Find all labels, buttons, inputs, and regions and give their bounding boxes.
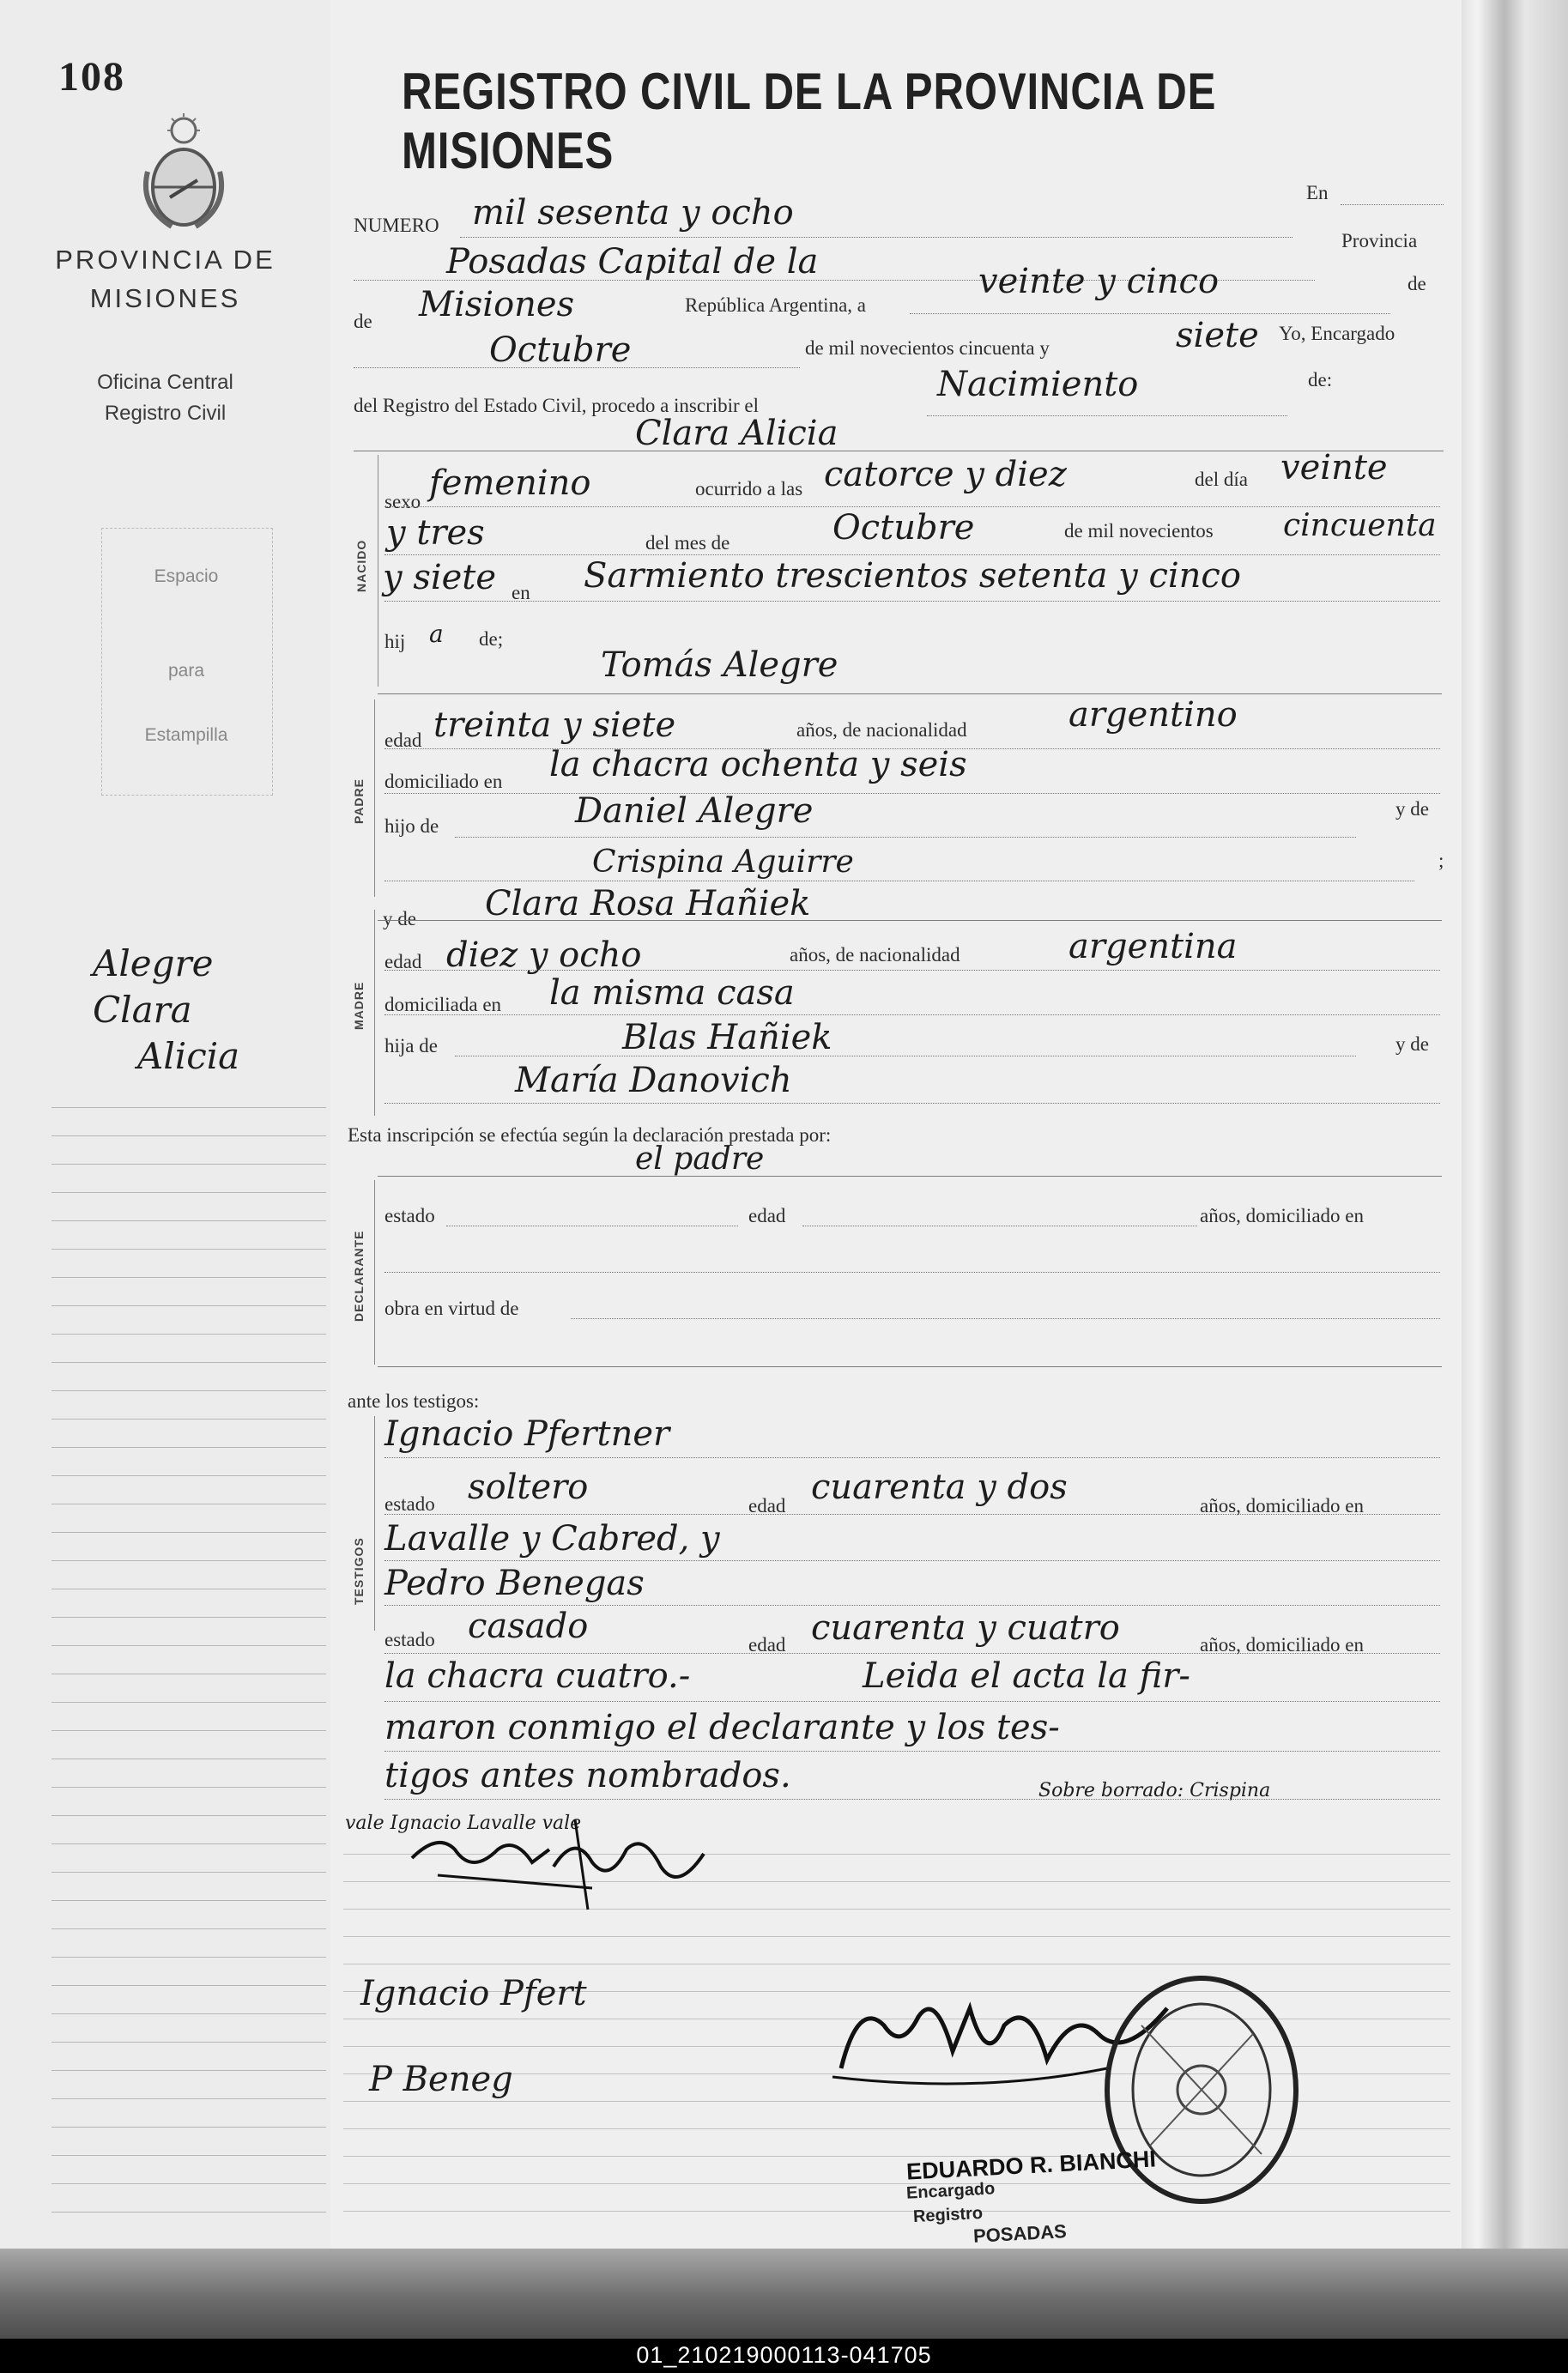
stamp-space-label: para: [167, 661, 205, 681]
madre-nacionalidad: argentina: [1069, 927, 1238, 966]
ruled-line: [51, 1362, 326, 1363]
mes-nac-value: Octubre: [832, 508, 975, 548]
testigo1-estado-label: estado: [384, 1493, 435, 1515]
ruled-line: [51, 1135, 326, 1136]
numero-label: NUMERO: [354, 215, 439, 236]
madre-edad-label: edad: [384, 951, 422, 972]
testigo2-domicilio: la chacra cuatro.-: [384, 1656, 691, 1696]
yo-label: Yo, Encargado: [1279, 323, 1395, 344]
testigo1-edad: cuarenta y dos: [811, 1468, 1068, 1507]
bottom-shadow: [0, 2249, 1568, 2339]
anio-nac-value: cincuenta: [1283, 508, 1437, 543]
fill-line: [384, 970, 1440, 971]
padre-domicilio-label: domiciliado en: [384, 771, 503, 792]
ruled-line: [343, 1936, 1450, 1937]
testigo2-domicilio-label: años, domiciliado en: [1200, 1634, 1364, 1656]
madre-domicilio: la misma casa: [549, 973, 795, 1013]
testigo1-estado: soltero: [468, 1468, 589, 1507]
mil-nov-label: de mil novecientos: [1064, 520, 1214, 542]
republica-label: República Argentina, a: [685, 294, 866, 316]
section-divider: [374, 1180, 375, 1365]
y-de3-label: y de: [1395, 1033, 1429, 1055]
provincia-label: Provincia: [1341, 230, 1418, 251]
margin-note-name2: Alicia: [137, 1035, 240, 1077]
padre-domicilio: la chacra ochenta y seis: [549, 745, 967, 784]
ruled-line: [51, 1815, 326, 1816]
hij-de-label: de;: [479, 628, 504, 650]
anios-domicilio-label: años, domiciliado en: [1200, 1205, 1364, 1226]
fill-line: [384, 601, 1440, 602]
edad-label: edad: [748, 1205, 786, 1226]
fill-line: [354, 367, 800, 368]
hij-label: hij: [384, 631, 406, 652]
ruled-line: [51, 2155, 326, 2156]
testigo2-edad: cuarenta y cuatro: [811, 1608, 1120, 1648]
dia-nac-value-cont: y tres: [386, 513, 485, 553]
ruled-line: [51, 1419, 326, 1420]
closing-line-3: tigos antes nombrados.: [384, 1756, 791, 1795]
madre-nacionalidad-label: años, de nacionalidad: [790, 944, 960, 966]
fill-line: [460, 237, 1293, 238]
fill-line: [384, 1605, 1440, 1606]
testigo2-estado: casado: [468, 1607, 589, 1646]
stamp-role: Encargado: [905, 2179, 996, 2203]
ruled-line: [51, 1277, 326, 1278]
ruled-line: [51, 1730, 326, 1731]
del-dia-label: del día: [1195, 469, 1248, 490]
document-title: REGISTRO CIVIL DE LA PROVINCIA DE MISIONES: [402, 63, 1217, 179]
fill-line: [384, 554, 1440, 555]
stamp-city: POSADAS: [972, 2220, 1068, 2247]
father-signature: [403, 1815, 730, 1918]
ruled-line: [51, 1928, 326, 1929]
madre-padre: Blas Hañiek: [622, 1018, 832, 1057]
ruled-line: [51, 2013, 326, 2014]
madre-edad: diez y ocho: [446, 935, 642, 975]
official-seal-icon: [1090, 1974, 1305, 2223]
ruled-line: [51, 1702, 326, 1703]
closing-line-2: maron conmigo el declarante y los tes-: [384, 1708, 1060, 1747]
ruled-line: [51, 2212, 326, 2213]
ruled-line: [51, 1220, 326, 1221]
estado-label: estado: [384, 1205, 435, 1226]
fill-line: [384, 1560, 1440, 1561]
fill-line: [455, 837, 1356, 838]
en-value: Posadas Capital de la: [446, 242, 819, 281]
fill-line: [927, 415, 1287, 416]
en-label: En: [1306, 182, 1329, 203]
stamp-space-label: Espacio: [154, 566, 219, 586]
fill-line: [1341, 204, 1444, 205]
fill-line: [384, 1653, 1440, 1654]
declarante-section-label: DECLARANTE: [352, 1230, 366, 1322]
testigo1-domicilio: Lavalle y Cabred, y: [384, 1519, 720, 1559]
ruled-line: [51, 1532, 326, 1533]
ruled-line: [51, 1843, 326, 1844]
fill-line: [384, 1514, 1440, 1515]
section-rule: [378, 1176, 1442, 1177]
y-de-label: y de: [1395, 798, 1429, 820]
coat-of-arms-icon: [137, 112, 230, 233]
ruled-line: [51, 1617, 326, 1618]
section-rule: [378, 920, 1442, 921]
testigo2-edad-label: edad: [748, 1634, 786, 1656]
y-de2-label: y de: [383, 908, 416, 929]
office-line1: Oficina Central: [97, 371, 233, 394]
hija-de-label: hija de: [384, 1035, 438, 1056]
page-edge: [1462, 0, 1568, 2249]
testigo2-estado-label: estado: [384, 1629, 435, 1650]
numero-value: mil sesenta y ocho: [472, 193, 794, 233]
madre-section-label: MADRE: [352, 981, 366, 1030]
ruled-line: [51, 1334, 326, 1335]
testigo1-domicilio-label: años, domiciliado en: [1200, 1495, 1364, 1516]
del-mes-label: del mes de: [645, 532, 730, 554]
madre-nombre: Clara Rosa Hañiek: [485, 884, 811, 923]
padre-padre: Daniel Alegre: [575, 791, 814, 831]
ruled-line: [51, 1390, 326, 1391]
office-line2: Registro Civil: [104, 402, 227, 425]
file-caption: 01_210219000113-041705: [636, 2342, 932, 2368]
section-divider: [374, 699, 375, 897]
inscripcion-label: Esta inscripción se efectúa según la declaración prestada por:: [348, 1124, 832, 1146]
anio-nac-value-cont: y siete: [383, 558, 497, 597]
margin-note-name: Clara: [93, 989, 192, 1031]
ruled-line: [51, 1645, 326, 1646]
hora-value: catorce y diez: [824, 455, 1067, 494]
de2-label: de: [1408, 273, 1426, 294]
anio-label: de mil novecientos cincuenta y: [805, 337, 1050, 359]
section-divider: [374, 1416, 375, 1631]
acto-value: Nacimiento: [937, 365, 1139, 404]
testigo1-edad-label: edad: [748, 1495, 786, 1516]
stamp-office: Registro: [912, 2203, 984, 2227]
fill-line: [384, 1457, 1440, 1458]
ruled-line: [51, 1249, 326, 1250]
fill-line: [384, 1272, 1440, 1273]
ruled-line: [51, 2042, 326, 2043]
hijo-de-label: hijo de: [384, 815, 439, 837]
padre-nacionalidad-label: años, de nacionalidad: [796, 719, 967, 741]
witness2-signature: P Beneg: [369, 2060, 513, 2099]
witness1-signature: Ignacio Pfert: [360, 1974, 587, 2013]
ruled-line: [51, 1560, 326, 1561]
padre-edad: treinta y siete: [433, 705, 676, 745]
fill-line: [384, 1701, 1440, 1702]
ruled-line: [51, 1872, 326, 1873]
closing-line-1: Leida el acta la fir-: [863, 1656, 1190, 1696]
de3-label: de:: [1308, 369, 1333, 390]
sobre-borrado-note: Sobre borrado: Crispina: [1038, 1780, 1271, 1801]
testigos-section-label: TESTIGOS: [352, 1537, 366, 1605]
semicolon: ;: [1438, 850, 1444, 871]
fill-line: [384, 1799, 1440, 1800]
registro-label: del Registro del Estado Civil, procedo a inscribir el: [354, 395, 760, 416]
padre-madre: Crispina Aguirre: [592, 844, 854, 880]
margin-note-surname: Alegre: [93, 942, 214, 984]
fill-line: [910, 313, 1390, 314]
de-value: Misiones: [419, 285, 575, 324]
ruled-line: [51, 1985, 326, 1986]
testigo1-nombre: Ignacio Pfertner: [384, 1414, 670, 1454]
ruled-line: [51, 1107, 326, 1108]
fill-line: [384, 1014, 1440, 1015]
padre-section-label: PADRE: [352, 778, 366, 824]
fill-line: [384, 1751, 1440, 1752]
sexo-value: femenino: [429, 463, 591, 503]
anio-value: siete: [1176, 316, 1259, 355]
en2-label: en: [512, 582, 530, 603]
ruled-line: [51, 2098, 326, 2099]
madre-madre: María Danovich: [515, 1061, 792, 1100]
dia-value: veinte y cinco: [978, 262, 1220, 301]
ruled-line: [51, 2127, 326, 2128]
lugar-value: Sarmiento trescientos setenta y cinco: [584, 556, 1241, 596]
province-name-line1: PROVINCIA DE: [55, 245, 275, 275]
padre-nacionalidad: argentino: [1069, 695, 1238, 735]
ruled-line: [51, 1447, 326, 1448]
ruled-line: [51, 1192, 326, 1193]
province-name-line2: MISIONES: [89, 283, 241, 313]
ruled-line: [51, 1900, 326, 1901]
ruled-line: [51, 1957, 326, 1958]
section-rule: [378, 1366, 1442, 1367]
fill-line: [384, 793, 1440, 794]
de-label: de: [354, 311, 372, 332]
section-rule: [378, 693, 1442, 694]
ruled-line: [51, 2183, 326, 2184]
testigo2-nombre: Pedro Benegas: [384, 1564, 645, 1603]
testigos-intro: ante los testigos:: [348, 1390, 480, 1412]
hij-value: a: [429, 620, 444, 648]
ruled-line: [51, 1164, 326, 1165]
fill-line: [384, 1103, 1440, 1104]
fill-line: [384, 506, 1440, 507]
section-divider: [374, 910, 375, 1116]
ruled-line: [51, 2070, 326, 2071]
declarante-value: el padre: [635, 1141, 765, 1177]
mes-value: Octubre: [489, 330, 632, 370]
ruled-line: [51, 1475, 326, 1476]
vale-note: vale Ignacio Lavalle vale: [345, 1813, 582, 1834]
sexo-label: sexo: [384, 491, 421, 512]
stamp-registrar-name: EDUARDO R. BIANCHI: [905, 2146, 1157, 2185]
obra-label: obra en virtud de: [384, 1298, 519, 1319]
fill-line: [571, 1318, 1440, 1319]
ruled-line: [51, 1305, 326, 1306]
dia-nac-value: veinte: [1280, 448, 1388, 487]
padre-edad-label: edad: [384, 729, 422, 751]
page-number: 108: [58, 54, 125, 100]
padre-nombre: Tomás Alegre: [601, 645, 838, 685]
madre-domicilio-label: domiciliada en: [384, 994, 502, 1015]
left-margin: [0, 0, 332, 2249]
nombre-value: Clara Alicia: [635, 414, 838, 453]
ocurrido-label: ocurrido a las: [695, 478, 803, 499]
nacido-section-label: NACIDO: [354, 539, 368, 592]
ruled-line: [51, 1787, 326, 1788]
stamp-space-label: Estampilla: [144, 725, 228, 745]
